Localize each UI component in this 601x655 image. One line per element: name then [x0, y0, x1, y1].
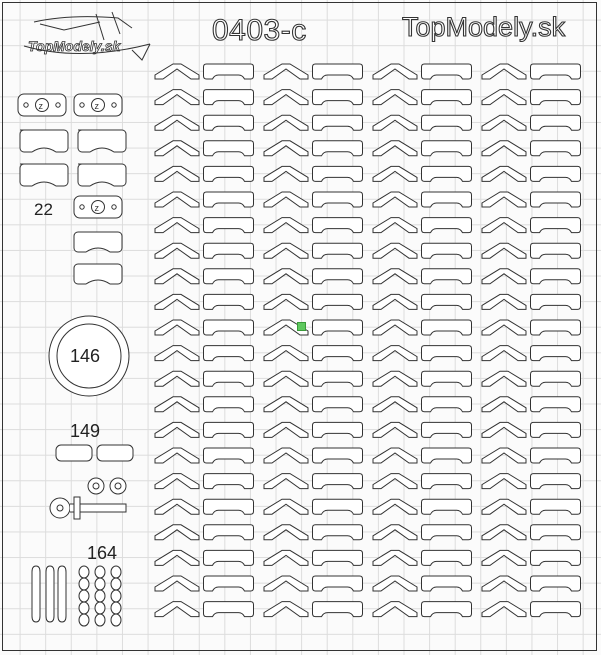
- chevron-part: [531, 294, 581, 309]
- chevron-part: [422, 64, 472, 79]
- chevron-part: [204, 422, 254, 437]
- chevron-part: [422, 448, 472, 463]
- chevron-part: [482, 499, 526, 514]
- chevron-part: [482, 192, 526, 207]
- chevron-part: [482, 64, 526, 79]
- sheet-code: 0403-c: [212, 14, 307, 47]
- chevron-part: [373, 243, 417, 258]
- chevron-part: [373, 218, 417, 233]
- chevron-part: [531, 397, 581, 412]
- chevron-part: [155, 602, 199, 617]
- chevron-part: [155, 320, 199, 335]
- chevron-part: [155, 499, 199, 514]
- chevron-part: [313, 320, 363, 335]
- chevron-part: [313, 448, 363, 463]
- chevron-part: [155, 269, 199, 284]
- chevron-part: [422, 602, 472, 617]
- chevron-part: [264, 499, 308, 514]
- chevron-part: [313, 166, 363, 181]
- wheel-assembly-part: [50, 478, 126, 519]
- chevron-part: [373, 602, 417, 617]
- chevron-part: [264, 346, 308, 361]
- chevron-part: [482, 294, 526, 309]
- chevron-part: [204, 64, 254, 79]
- shoe-part: [20, 130, 68, 152]
- chevron-part: [373, 115, 417, 130]
- chain-link: [79, 602, 89, 614]
- chevron-part: [482, 141, 526, 156]
- chevron-part: [482, 474, 526, 489]
- chevron-part: [531, 422, 581, 437]
- bracket-part: [74, 94, 122, 116]
- chevron-part: [264, 192, 308, 207]
- chevron-part: [204, 602, 254, 617]
- chevron-part: [531, 141, 581, 156]
- chevron-part: [155, 346, 199, 361]
- chain-link: [79, 614, 89, 626]
- chevron-part: [373, 269, 417, 284]
- chevron-part: [204, 166, 254, 181]
- chevron-part: [373, 166, 417, 181]
- chain-link: [111, 614, 121, 626]
- chevron-grid: [155, 64, 581, 617]
- chevron-part: [531, 192, 581, 207]
- chevron-part: [264, 269, 308, 284]
- shoe-part: [20, 164, 68, 186]
- chevron-part: [264, 525, 308, 540]
- chevron-part: [155, 371, 199, 386]
- chevron-part: [422, 474, 472, 489]
- chevron-part: [204, 346, 254, 361]
- chevron-part: [531, 243, 581, 258]
- shoe-part: [74, 232, 122, 252]
- chevron-part: [313, 218, 363, 233]
- chevron-part: [155, 576, 199, 591]
- chevron-part: [482, 371, 526, 386]
- chevron-part: [204, 294, 254, 309]
- chevron-part: [482, 448, 526, 463]
- chevron-part: [313, 243, 363, 258]
- chevron-part: [313, 294, 363, 309]
- chain-part: [32, 566, 66, 622]
- chevron-part: [482, 269, 526, 284]
- chevron-part: [155, 448, 199, 463]
- chevron-part: [482, 550, 526, 565]
- pad-part: [97, 445, 133, 461]
- chevron-part: [155, 550, 199, 565]
- chevron-part: [373, 550, 417, 565]
- chevron-part: [155, 192, 199, 207]
- chevron-part: [264, 243, 308, 258]
- chevron-part: [313, 422, 363, 437]
- chevron-part: [373, 294, 417, 309]
- chevron-part: [155, 474, 199, 489]
- chevron-part: [422, 576, 472, 591]
- chevron-part: [264, 397, 308, 412]
- chevron-part: [155, 90, 199, 105]
- part-label-22: 22: [34, 200, 53, 219]
- chevron-part: [422, 269, 472, 284]
- chevron-part: [313, 371, 363, 386]
- chevron-part: [482, 422, 526, 437]
- chevron-part: [482, 166, 526, 181]
- chevron-part: [313, 397, 363, 412]
- chevron-part: [373, 499, 417, 514]
- chain-link: [111, 590, 121, 602]
- chevron-part: [482, 346, 526, 361]
- chain-link: [95, 566, 105, 578]
- chevron-part: [531, 525, 581, 540]
- chevron-part: [313, 602, 363, 617]
- chevron-part: [313, 141, 363, 156]
- logo-text: TopModely.sk: [28, 38, 121, 54]
- chevron-part: [422, 422, 472, 437]
- chevron-part: [373, 576, 417, 591]
- chevron-part: [204, 320, 254, 335]
- chevron-part: [531, 166, 581, 181]
- chevron-part: [155, 115, 199, 130]
- chevron-part: [373, 448, 417, 463]
- chevron-part: [482, 90, 526, 105]
- chain-link: [111, 578, 121, 590]
- chevron-part: [482, 218, 526, 233]
- chevron-part: [422, 397, 472, 412]
- chevron-part: [313, 64, 363, 79]
- chevron-part: [313, 115, 363, 130]
- svg-text:z: z: [94, 101, 99, 111]
- chevron-part: [482, 243, 526, 258]
- chevron-part: [482, 576, 526, 591]
- chevron-part: [313, 346, 363, 361]
- chevron-part: [422, 218, 472, 233]
- chevron-part: [264, 602, 308, 617]
- bracket-part: [18, 94, 66, 116]
- shoe-part: [78, 130, 126, 152]
- chevron-part: [422, 192, 472, 207]
- chevron-part: [531, 550, 581, 565]
- chevron-part: [204, 218, 254, 233]
- chevron-part: [264, 294, 308, 309]
- bracket-part: [74, 196, 122, 218]
- chevron-part: [313, 525, 363, 540]
- chevron-part: [264, 141, 308, 156]
- chevron-part: [373, 346, 417, 361]
- shoe-part: [74, 264, 122, 284]
- chevron-part: [155, 422, 199, 437]
- chevron-part: [155, 525, 199, 540]
- selection-marker: [297, 322, 306, 331]
- chevron-part: [422, 371, 472, 386]
- chevron-part: [264, 550, 308, 565]
- chevron-part: [373, 141, 417, 156]
- chain-link: [79, 578, 89, 590]
- chevron-part: [204, 269, 254, 284]
- chevron-part: [313, 269, 363, 284]
- chevron-part: [204, 474, 254, 489]
- part-label-146: 146: [70, 346, 101, 366]
- chevron-part: [373, 371, 417, 386]
- chevron-part: [313, 576, 363, 591]
- chevron-part: [482, 397, 526, 412]
- chevron-part: [373, 397, 417, 412]
- chevron-part: [422, 141, 472, 156]
- chevron-part: [422, 115, 472, 130]
- chevron-part: [264, 115, 308, 130]
- chevron-part: [204, 550, 254, 565]
- chevron-part: [204, 576, 254, 591]
- chevron-part: [373, 320, 417, 335]
- chevron-part: [204, 525, 254, 540]
- chain-link: [95, 614, 105, 626]
- chain-link: [111, 602, 121, 614]
- part-label-149: 149: [70, 421, 101, 441]
- chevron-part: [155, 64, 199, 79]
- chain-link: [95, 578, 105, 590]
- chain-link: [95, 590, 105, 602]
- chevron-part: [373, 422, 417, 437]
- chevron-part: [531, 90, 581, 105]
- chevron-part: [422, 243, 472, 258]
- chevron-part: [531, 448, 581, 463]
- svg-text:z: z: [38, 101, 43, 111]
- chevron-part: [422, 320, 472, 335]
- chain-link: [79, 590, 89, 602]
- chain-link: [95, 602, 105, 614]
- chevron-part: [155, 243, 199, 258]
- chevron-part: [531, 320, 581, 335]
- chevron-part: [531, 499, 581, 514]
- chevron-part: [422, 166, 472, 181]
- chevron-part: [373, 90, 417, 105]
- chevron-part: [373, 192, 417, 207]
- chevron-part: [264, 64, 308, 79]
- chevron-part: [264, 448, 308, 463]
- chevron-part: [422, 346, 472, 361]
- chevron-part: [422, 499, 472, 514]
- chevron-part: [155, 397, 199, 412]
- chevron-part: [264, 90, 308, 105]
- pad-part: [56, 445, 92, 461]
- chevron-part: [264, 576, 308, 591]
- chevron-part: [264, 371, 308, 386]
- chevron-part: [531, 218, 581, 233]
- chevron-part: [422, 90, 472, 105]
- chevron-part: [155, 218, 199, 233]
- chevron-part: [264, 218, 308, 233]
- chevron-part: [422, 550, 472, 565]
- svg-text:z: z: [94, 203, 99, 213]
- chevron-part: [531, 474, 581, 489]
- chevron-part: [204, 371, 254, 386]
- chevron-part: [531, 576, 581, 591]
- chain-link: [111, 566, 121, 578]
- chevron-part: [373, 525, 417, 540]
- logo-airplane-icon: [24, 12, 150, 60]
- chevron-part: [155, 166, 199, 181]
- chevron-part: [531, 346, 581, 361]
- part-label-164: 164: [87, 543, 118, 563]
- chevron-part: [204, 90, 254, 105]
- chevron-part: [264, 166, 308, 181]
- chevron-part: [313, 90, 363, 105]
- chevron-part: [482, 602, 526, 617]
- chevron-part: [482, 320, 526, 335]
- chevron-part: [313, 550, 363, 565]
- chevron-part: [531, 371, 581, 386]
- chain-link: [79, 566, 89, 578]
- chevron-part: [204, 397, 254, 412]
- chevron-part: [313, 474, 363, 489]
- chevron-part: [264, 422, 308, 437]
- chevron-part: [204, 115, 254, 130]
- chevron-part: [422, 525, 472, 540]
- chevron-part: [155, 294, 199, 309]
- chevron-part: [155, 141, 199, 156]
- brand-title: TopModely.sk: [402, 12, 566, 42]
- chevron-part: [531, 269, 581, 284]
- chevron-part: [482, 115, 526, 130]
- chevron-part: [373, 474, 417, 489]
- chevron-part: [204, 141, 254, 156]
- chevron-part: [531, 64, 581, 79]
- chevron-part: [204, 499, 254, 514]
- chevron-part: [482, 525, 526, 540]
- chevron-part: [264, 474, 308, 489]
- shoe-part: [78, 164, 126, 186]
- chevron-part: [204, 192, 254, 207]
- chevron-part: [204, 243, 254, 258]
- chain-links: [79, 566, 121, 626]
- chevron-part: [531, 115, 581, 130]
- chevron-part: [373, 64, 417, 79]
- chevron-part: [204, 448, 254, 463]
- chevron-part: [313, 499, 363, 514]
- chevron-part: [422, 294, 472, 309]
- chevron-part: [313, 192, 363, 207]
- chevron-part: [531, 602, 581, 617]
